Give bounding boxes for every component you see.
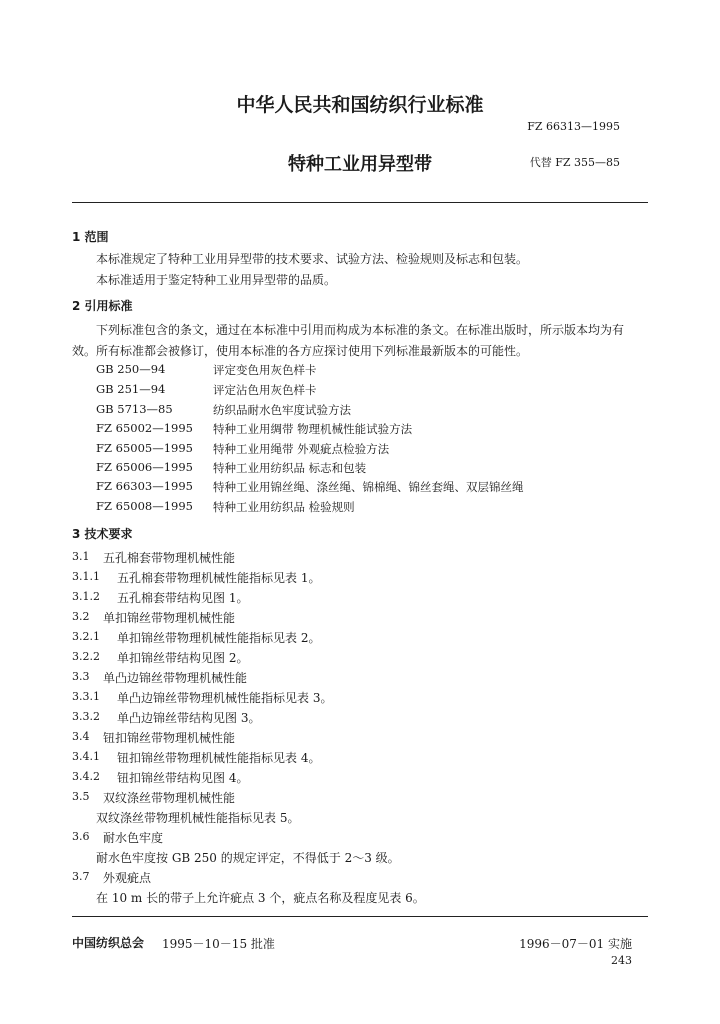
clause-number: 3.2 xyxy=(72,610,90,623)
clause-text: 五孔棉套带结构见图 1。 xyxy=(117,591,249,605)
reference-code: FZ 65005—1995 xyxy=(96,441,193,455)
clause-number: 3.1.1 xyxy=(72,570,100,583)
issuer-heading: 中华人民共和国纺织行业标准 xyxy=(236,94,484,116)
approval-date: 1995－10－15 批准 xyxy=(162,937,275,951)
clause-number: 3.5 xyxy=(72,790,90,803)
replaces-code: 代替 FZ 355—85 xyxy=(529,156,620,169)
clause-number: 3.2.1 xyxy=(72,630,100,643)
top-rule xyxy=(72,202,648,203)
clause-number: 3.4.2 xyxy=(72,770,100,783)
section-1-paragraph: 本标准适用于鉴定特种工业用异型带的品质。 xyxy=(96,273,337,287)
reference-title: 特种工业用纺织品 标志和包装 xyxy=(213,461,367,475)
clause-number: 3.3 xyxy=(72,670,90,683)
clause-text: 单凸边锦丝带物理机械性能 xyxy=(103,671,248,685)
clause-number: 3.6 xyxy=(72,830,90,843)
reference-code: GB 251—94 xyxy=(96,382,166,396)
clause-text: 外观疵点 xyxy=(103,871,152,885)
section-3-heading: 3 技术要求 xyxy=(72,527,133,541)
clause-text: 单扣锦丝带物理机械性能 xyxy=(103,611,236,625)
clause-number: 3.1.2 xyxy=(72,590,100,603)
reference-title: 特种工业用绸带 物理机械性能试验方法 xyxy=(213,422,413,436)
clause-detail: 双纹涤丝带物理机械性能指标见表 5。 xyxy=(96,811,300,825)
reference-title: 评定沾色用灰色样卡 xyxy=(213,383,317,397)
clause-text: 五孔棉套带物理机械性能指标见表 1。 xyxy=(117,571,321,585)
clause-number: 3.4.1 xyxy=(72,750,100,763)
clause-number: 3.4 xyxy=(72,730,90,743)
reference-title: 特种工业用绳带 外观疵点检验方法 xyxy=(213,442,390,456)
reference-code: GB 250—94 xyxy=(96,362,166,376)
reference-title: 评定变色用灰色样卡 xyxy=(213,363,317,377)
document-title: 特种工业用异型带 xyxy=(288,154,432,175)
reference-code: FZ 65008—1995 xyxy=(96,499,193,513)
page-number: 243 xyxy=(611,954,632,967)
reference-code: FZ 65002—1995 xyxy=(96,421,193,435)
standard-code: FZ 66313—1995 xyxy=(527,120,620,133)
clause-number: 3.7 xyxy=(72,870,90,883)
reference-code: FZ 66303—1995 xyxy=(96,479,193,493)
clause-text: 钮扣锦丝带物理机械性能指标见表 4。 xyxy=(117,751,321,765)
footer-issuer: 中国纺织总会 xyxy=(72,936,145,950)
clause-detail: 耐水色牢度按 GB 250 的规定评定，不得低于 2～3 级。 xyxy=(96,851,400,865)
clause-text: 单凸边锦丝带物理机械性能指标见表 3。 xyxy=(117,691,333,705)
reference-title: 特种工业用锦丝绳、涤丝绳、锦棉绳、锦丝套绳、双层锦丝绳 xyxy=(213,480,524,494)
section-2-paragraph: 效。所有标准都会被修订，使用本标准的各方应探讨使用下列标准最新版本的可能性。 xyxy=(72,344,529,358)
clause-number: 3.2.2 xyxy=(72,650,100,663)
clause-text: 单凸边锦丝带结构见图 3。 xyxy=(117,711,261,725)
clause-number: 3.3.2 xyxy=(72,710,100,723)
section-2-heading: 2 引用标准 xyxy=(72,299,133,313)
reference-title: 纺织品耐水色牢度试验方法 xyxy=(213,403,351,417)
section-2-paragraph: 下列标准包含的条文，通过在本标准中引用而构成为本标准的条文。在标准出版时，所示版本均为有 xyxy=(96,323,625,337)
clause-text: 钮扣锦丝带物理机械性能 xyxy=(103,731,236,745)
reference-code: FZ 65006—1995 xyxy=(96,460,193,474)
effective-date: 1996－07－01 实施 xyxy=(519,937,632,951)
bottom-rule xyxy=(72,916,648,917)
clause-text: 耐水色牢度 xyxy=(103,831,164,845)
clause-number: 3.3.1 xyxy=(72,690,100,703)
clause-text: 单扣锦丝带物理机械性能指标见表 2。 xyxy=(117,631,321,645)
reference-title: 特种工业用纺织品 检验规则 xyxy=(213,500,355,514)
clause-number: 3.1 xyxy=(72,550,90,563)
clause-text: 双纹涤丝带物理机械性能 xyxy=(103,791,236,805)
clause-text: 五孔棉套带物理机械性能 xyxy=(103,551,236,565)
clause-text: 钮扣锦丝带结构见图 4。 xyxy=(117,771,249,785)
reference-code: GB 5713—85 xyxy=(96,402,173,416)
section-1-paragraph: 本标准规定了特种工业用异型带的技术要求、试验方法、检验规则及标志和包装。 xyxy=(96,252,529,266)
clause-text: 单扣锦丝带结构见图 2。 xyxy=(117,651,249,665)
section-1-heading: 1 范围 xyxy=(72,230,109,244)
clause-detail: 在 10 m 长的带子上允许疵点 3 个，疵点名称及程度见表 6。 xyxy=(96,891,425,905)
